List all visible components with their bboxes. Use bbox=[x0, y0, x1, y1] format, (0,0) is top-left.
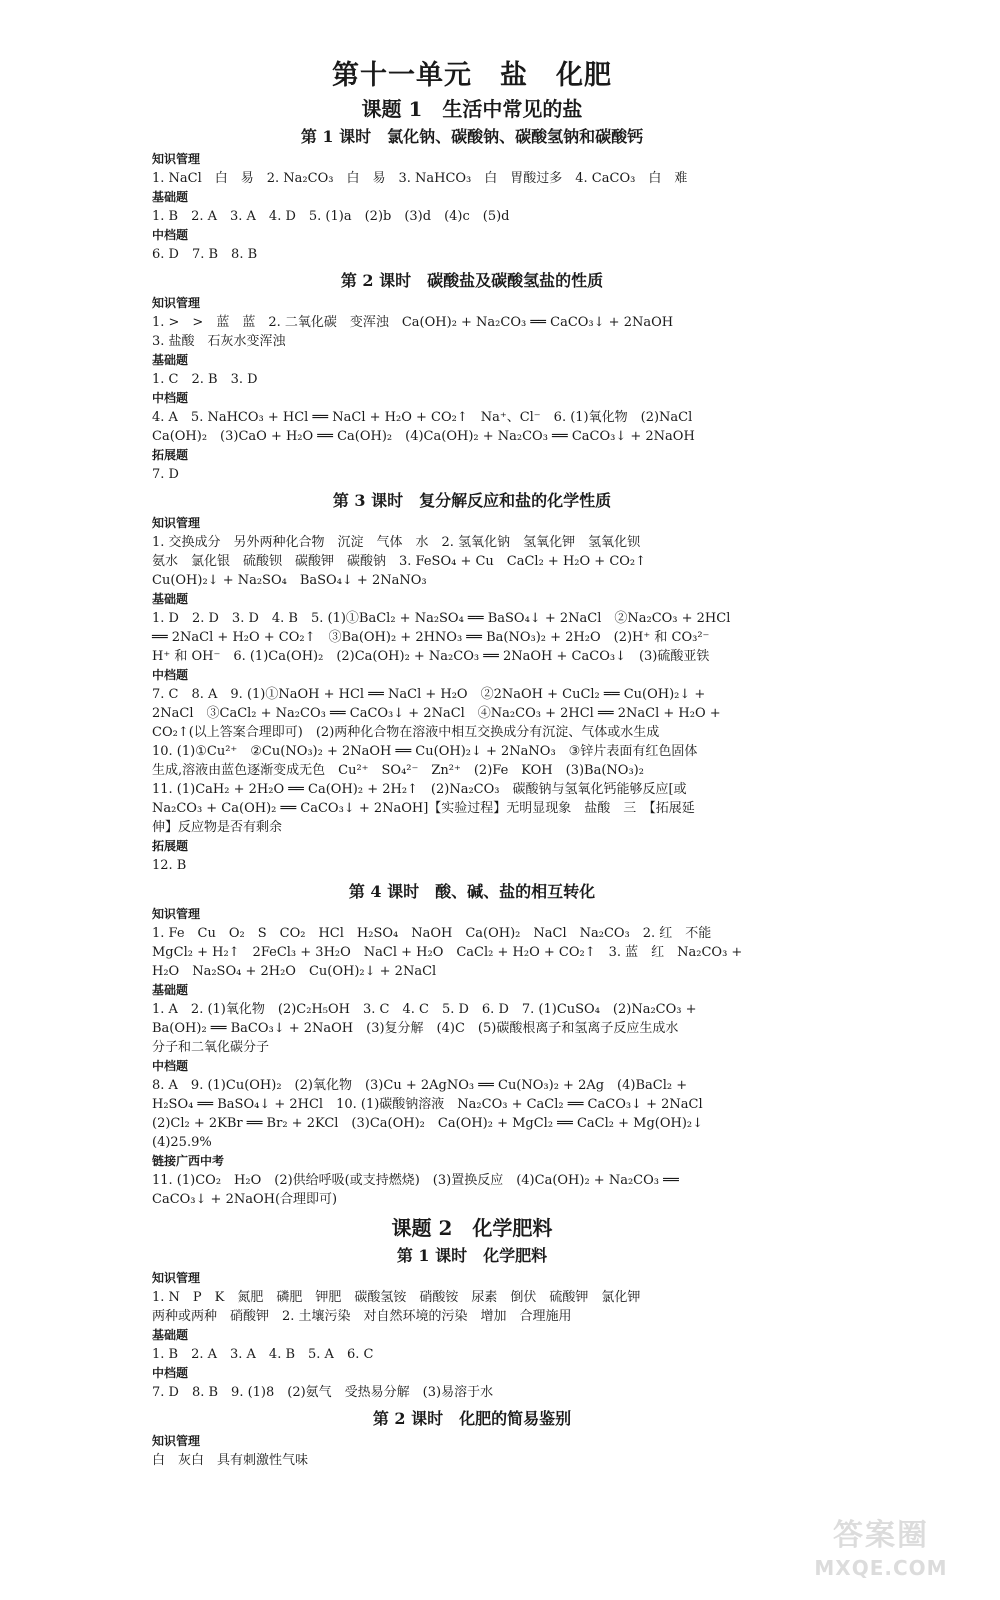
section-label: 中档题 bbox=[152, 228, 189, 242]
answer-line: CO₂↑(以上答案合理即可) (2)两种化合物在溶液中相互交换成分有沉淀、气体或水生成 bbox=[152, 725, 660, 740]
unit-title: 第十一单元 盐 化肥 bbox=[332, 60, 612, 91]
topic1-title: 课题 1 生活中常见的盐 bbox=[361, 97, 583, 121]
section-label: 中档题 bbox=[152, 668, 189, 682]
t1-lesson3 bbox=[152, 488, 792, 875]
answer-line: 氨水 氯化银 硫酸钡 碳酸钾 碳酸钠 3. FeSO₄ + Cu CaCl₂ + H₂O + CO₂↑ bbox=[152, 554, 647, 569]
section-label: 基础题 bbox=[152, 1328, 189, 1342]
answer-line: 2NaCl ③CaCl₂ + Na₂CO₃ ══ CaCO₃↓ + 2NaCl ④Na₂CO₃ + 2HCl ══ 2NaCl + H₂O + bbox=[152, 706, 721, 721]
section-label: 知识管理 bbox=[152, 516, 201, 530]
answer-line: 10. (1)①Cu²⁺ ②Cu(NO₃)₂ + 2NaOH ══ Cu(OH)₂↓ + 2NaNO₃ ③锌片表面有红色固体 bbox=[152, 744, 698, 759]
answer-line: 1. N P K 氮肥 磷肥 钾肥 碳酸氢铵 硝酸铵 尿素 倒伏 硫酸钾 氯化钾 bbox=[152, 1290, 641, 1305]
lesson-title: 第 1 课时 化学肥料 bbox=[396, 1246, 548, 1265]
section-label: 基础题 bbox=[152, 983, 189, 997]
section-label: 知识管理 bbox=[152, 907, 201, 921]
answer-line: H₂O Na₂SO₄ + 2H₂O Cu(OH)₂↓ + 2NaCl bbox=[152, 964, 437, 979]
section-label: 拓展题 bbox=[152, 448, 189, 462]
section-label: 知识管理 bbox=[152, 1271, 201, 1285]
answer-line: 7. D bbox=[152, 467, 179, 482]
answer-line: (4)25.9% bbox=[152, 1135, 212, 1150]
lesson-title: 第 1 课时 氯化钠、碳酸钠、碳酸氢钠和碳酸钙 bbox=[300, 127, 644, 146]
answer-line: 1. > > 蓝 蓝 2. 二氧化碳 变浑浊 Ca(OH)₂ + Na₂CO₃ ══ CaCO₃↓ + 2NaOH bbox=[152, 315, 674, 330]
answer-line: 1. A 2. (1)氧化物 (2)C₂H₅OH 3. C 4. C 5. D 6. D 7. (1)CuSO₄ (2)Na₂CO₃ + bbox=[152, 1002, 697, 1017]
answer-line: 12. B bbox=[152, 858, 187, 873]
answer-line: 4. A 5. NaHCO₃ + HCl ══ NaCl + H₂O + CO₂↑ Na⁺、Cl⁻ 6. (1)氧化物 (2)NaCl bbox=[152, 410, 693, 425]
answer-line: Cu(OH)₂↓ + Na₂SO₄ BaSO₄↓ + 2NaNO₃ bbox=[152, 573, 427, 588]
section-label: 基础题 bbox=[152, 353, 189, 367]
answer-line: 1. B 2. A 3. A 4. D 5. (1)a (2)b (3)d (4)c (5)d bbox=[152, 209, 510, 224]
answer-line: 白 灰白 具有刺激性气味 bbox=[152, 1453, 309, 1468]
section-label: 中档题 bbox=[152, 1366, 189, 1380]
section-label: 拓展题 bbox=[152, 839, 189, 853]
answer-line: 分子和二氧化碳分子 bbox=[152, 1040, 270, 1055]
answer-line: 两种或两种 硝酸钾 2. 土壤污染 对自然环境的污染 增加 合理施用 bbox=[152, 1309, 572, 1324]
site-watermark bbox=[786, 1516, 976, 1586]
lesson-title: 第 2 课时 碳酸盐及碳酸氢盐的性质 bbox=[340, 271, 604, 290]
t2-lesson1 bbox=[152, 1243, 792, 1402]
answer-line: Ca(OH)₂ (3)CaO + H₂O ══ Ca(OH)₂ (4)Ca(OH)₂ + Na₂CO₃ ══ CaCO₃↓ + 2NaOH bbox=[152, 429, 695, 444]
answer-line: H₂SO₄ ══ BaSO₄↓ + 2HCl 10. (1)碳酸钠溶液 Na₂CO₃ + CaCl₂ ══ CaCO₃↓ + 2NaCl bbox=[152, 1097, 703, 1112]
answer-line: 1. C 2. B 3. D bbox=[152, 372, 258, 387]
answer-line: 生成,溶液由蓝色逐渐变成无色 Cu²⁺ SO₄²⁻ Zn²⁺ (2)Fe KOH (3)Ba(NO₃)₂ bbox=[152, 763, 644, 778]
t1-lesson1 bbox=[152, 124, 792, 264]
answer-line: 伸】反应物是否有剩余 bbox=[152, 820, 283, 835]
section-label: 中档题 bbox=[152, 391, 189, 405]
answer-line: Na₂CO₃ + Ca(OH)₂ ══ CaCO₃↓ + 2NaOH]【实验过程】无明显现象 盐酸 三 【拓展延 bbox=[152, 801, 695, 816]
answer-line: 11. (1)CaH₂ + 2H₂O ══ Ca(OH)₂ + 2H₂↑ (2)Na₂CO₃ 碳酸钠与氢氧化钙能够反应[或 bbox=[152, 782, 687, 797]
section-label: 知识管理 bbox=[152, 152, 201, 166]
answer-line: 7. C 8. A 9. (1)①NaOH + HCl ══ NaCl + H₂O ②2NaOH + CuCl₂ ══ Cu(OH)₂↓ + bbox=[152, 687, 706, 702]
answer-line: 1. B 2. A 3. A 4. B 5. A 6. C bbox=[152, 1347, 374, 1362]
answer-line: ══ 2NaCl + H₂O + CO₂↑ ③Ba(OH)₂ + 2HNO₃ ══ Ba(NO₃)₂ + 2H₂O (2)H⁺ 和 CO₃²⁻ bbox=[152, 630, 710, 645]
answer-line: 3. 盐酸 石灰水变浑浊 bbox=[152, 334, 286, 349]
section-label: 基础题 bbox=[152, 190, 189, 204]
lesson-title: 第 4 课时 酸、碱、盐的相互转化 bbox=[348, 882, 596, 901]
section-label: 链接广西中考 bbox=[152, 1154, 225, 1168]
answer-line: CaCO₃↓ + 2NaOH(合理即可) bbox=[152, 1192, 338, 1207]
topic2-title: 课题 2 化学肥料 bbox=[391, 1216, 553, 1240]
answer-page bbox=[152, 58, 792, 1470]
section-label: 知识管理 bbox=[152, 1434, 201, 1448]
answer-line: 1. D 2. D 3. D 4. B 5. (1)①BaCl₂ + Na₂SO₄ ══ BaSO₄↓ + 2NaCl ②Na₂CO₃ + 2HCl bbox=[152, 611, 731, 626]
answer-line: (2)Cl₂ + 2KBr ══ Br₂ + 2KCl (3)Ca(OH)₂ Ca(OH)₂ + MgCl₂ ══ CaCl₂ + Mg(OH)₂↓ bbox=[152, 1116, 704, 1131]
answer-line: H⁺ 和 OH⁻ 6. (1)Ca(OH)₂ (2)Ca(OH)₂ + Na₂CO₃ ══ 2NaOH + CaCO₃↓ (3)硫酸亚铁 bbox=[152, 649, 710, 664]
t1-lesson4 bbox=[152, 879, 792, 1209]
answer-line: 7. D 8. B 9. (1)8 (2)氨气 受热易分解 (3)易溶于水 bbox=[152, 1385, 494, 1400]
lesson-title: 第 3 课时 复分解反应和盐的化学性质 bbox=[332, 491, 612, 510]
section-label: 中档题 bbox=[152, 1059, 189, 1073]
section-label: 知识管理 bbox=[152, 296, 201, 310]
lesson-title: 第 2 课时 化肥的简易鉴别 bbox=[372, 1409, 572, 1428]
t1-lesson2 bbox=[152, 268, 792, 484]
section-label: 基础题 bbox=[152, 592, 189, 606]
answer-line: 8. A 9. (1)Cu(OH)₂ (2)氧化物 (3)Cu + 2AgNO₃ ══ Cu(NO₃)₂ + 2Ag (4)BaCl₂ + bbox=[152, 1078, 688, 1093]
answer-line: 1. NaCl 白 易 2. Na₂CO₃ 白 易 3. NaHCO₃ 白 胃酸过多 4. CaCO₃ 白 难 bbox=[152, 171, 688, 186]
answer-line: 6. D 7. B 8. B bbox=[152, 247, 258, 262]
t2-lesson2 bbox=[152, 1406, 792, 1470]
answer-line: Ba(OH)₂ ══ BaCO₃↓ + 2NaOH (3)复分解 (4)C (5)碳酸根离子和氢离子反应生成水 bbox=[152, 1021, 679, 1036]
watermark-logo-text: 答案圈 bbox=[833, 1518, 929, 1553]
answer-line: MgCl₂ + H₂↑ 2FeCl₃ + 3H₂O NaCl + H₂O CaCl₂ + H₂O + CO₂↑ 3. 蓝 红 Na₂CO₃ + bbox=[152, 945, 743, 960]
answer-line: 1. 交换成分 另外两种化合物 沉淀 气体 水 2. 氢氧化钠 氢氧化钾 氢氧化钡 bbox=[152, 535, 641, 550]
answer-line: 1. Fe Cu O₂ S CO₂ HCl H₂SO₄ NaOH Ca(OH)₂ NaCl Na₂CO₃ 2. 红 不能 bbox=[152, 926, 712, 941]
watermark-url: MXQE.COM bbox=[814, 1556, 948, 1580]
answer-line: 11. (1)CO₂ H₂O (2)供给呼吸(或支持燃烧) (3)置换反应 (4)Ca(OH)₂ + Na₂CO₃ ══ bbox=[152, 1173, 679, 1188]
